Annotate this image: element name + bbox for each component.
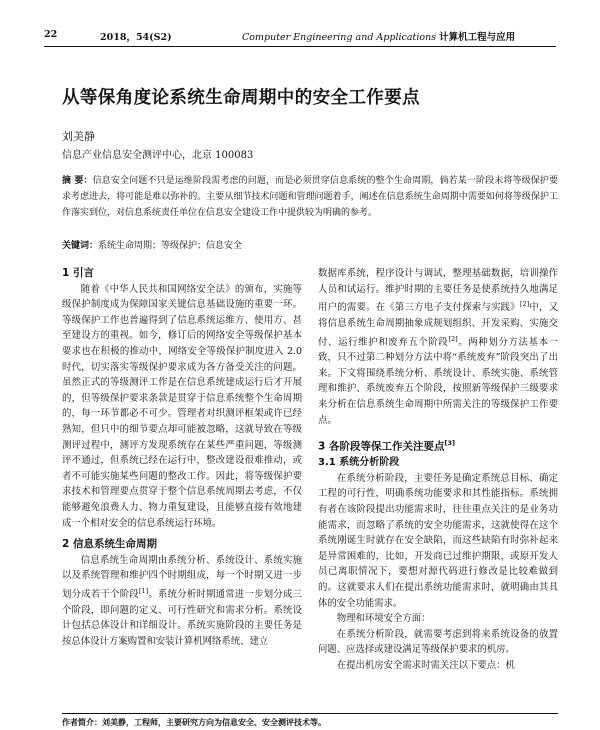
section-3-title: 3 各阶段等保工作关注要点 bbox=[318, 440, 445, 453]
journal-name bbox=[242, 29, 515, 43]
citation-3: [2] bbox=[448, 334, 458, 343]
running-header bbox=[44, 24, 556, 47]
left-column bbox=[62, 266, 302, 649]
abstract-label: 摘 要： bbox=[62, 176, 93, 186]
right-text-b: 中，又将信息系统生命周期抽象成规划组织、开发采购、实施交付、运行维护和废弃五个阶段 bbox=[318, 302, 558, 348]
section-2-paragraph bbox=[62, 553, 302, 650]
citation-section-3: [3] bbox=[444, 439, 455, 448]
right-paragraph-1 bbox=[318, 266, 558, 428]
keywords bbox=[62, 238, 242, 251]
section-1-heading: 1 引言 bbox=[62, 267, 94, 279]
keywords-label: 关键词： bbox=[62, 241, 99, 251]
abstract-text: 信息安全问题不只是运维阶段需考虑的问题，而是必须贯穿信息系统的整个生命周期，倘若某一阶段未将等级保护要求考虑进去，将可能是难以弥补的。主要从细节技术问题和管理问题着手，阐述在信息系统生命周期中需要如何将等级保护工作落实到位，对信息系统责任单位在信息安全建设工作中提供较为明确的参考。 bbox=[62, 176, 558, 218]
section-2-heading: 2 信息系统生命周期 bbox=[62, 538, 157, 551]
keywords-text: 系统生命周期；等级保护；信息安全 bbox=[98, 241, 243, 251]
section-3-1-heading: 3.1 系统分析阶段 bbox=[318, 457, 400, 469]
section-3-1-paragraph-3: 在系统分析阶段，就需要考虑到将来系统设备的放置问题、应选择或建设满足等级保护要求的机房。 bbox=[318, 628, 558, 656]
section-3-heading bbox=[318, 436, 558, 455]
right-text-a: 数据库系统，程序设计与调试，整理基础数据，培训操作人员和试运行。维护时期的主要任务是使系统持久地满足用户的需要。在《第三方电子支付探索与实践》 bbox=[318, 268, 558, 314]
section-2-text-b: 。系统分析时期通常进一步划分成三个阶段，即问题的定义、可行性研究和需求分析。系统设计包括总体设计和详细设计。系统实施阶段的主要任务是按总体设计方案购置和安装计算机网络系统、建立 bbox=[62, 589, 302, 647]
volume-info: 2018，54(S2) bbox=[100, 32, 172, 43]
section-3-1-paragraph-2: 物理和环境安全方面： bbox=[336, 613, 431, 625]
affiliation: 信息产业信息安全测评中心，北京 100083 bbox=[62, 150, 254, 161]
section-1-paragraph: 随着《中华人民共和国网络安全法》的颁布，实施等级保护制度成为保障国家关键信息基础设施的重要一环。等级保护工作也普遍得到了信息系统运维方、使用方、甚至建设方的重视。如今，修订后的网络安全等级保护基本要求也在积极的推动中，网络安全等级保护制度进入 2.0 时代，切实落实等级保护要求成为各方备受关注的问题。虽然正式的等级测评工作是在信息系统建成运行后才开展的，但等级保护要求条款是贯穿于信息系统整个生命周期的，每一环节都必不可少。管理者对织测评框架或许已经熟知，但只中的细节要点却可能被忽略，这就导致在等级测评过程中，测评方发现系统存在某些严重问题，等级测评不通过，但系统已经在运行中，整改建设很难推动，或者不可能实施某些问题的整改工作。因此，将等级保护要求技术和管理要点贯穿于整个信息系统周期去考虑，不仅能够避免浪费人力、物力重复建设，且能够直接有效地建成一个相对安全的信息系统运行环境。 bbox=[62, 283, 302, 529]
citation-1: [1] bbox=[138, 586, 149, 595]
author: 刘美静 bbox=[62, 130, 95, 143]
section-3-1-paragraph-1: 在系统分析阶段，主要任务是确定系统总目标、确定工程的可行性，明确系统功能要求和其性能指标。系统拥有者在该阶段提出功能需求时，往往重点关注的是业务功能需求，而忽略了系统的安全功能需求，这就使得在这个系统刚诞生时就存在安全缺陷，而这些缺陷有时弥补起来是异常困难的，比如，开发商已过维护期限，或原开发人员已离职情况下，要想对源代码进行修改是比较难做到的。这就要求人们在提出系统功能需求时，就明确由其具体的安全功能需求。 bbox=[318, 472, 558, 609]
paper-title: 从等保角度论系统生命周期中的安全工作要点 bbox=[62, 88, 420, 108]
footnote: 作者简介：刘美静，工程师，主要研究方向为信息安全、安全测评技术等。 bbox=[62, 713, 558, 728]
section-2-text-a: 信息系统生命周期由系统分析、系统设计、系统实施以及系统管理和维护四个时期组成，每一个时期又进一步划分成若干个阶段 bbox=[62, 554, 302, 600]
citation-2: [2] bbox=[519, 300, 530, 309]
abstract bbox=[62, 173, 558, 221]
right-column bbox=[318, 266, 558, 674]
journal-name-cn: 计算机工程与应用 bbox=[439, 32, 516, 43]
journal-name-en: Computer Engineering and Applications bbox=[242, 32, 437, 43]
page-number: 22 bbox=[44, 29, 58, 40]
section-3-1-paragraph-4: 在提出机房安全需求时需关注以下要点：机 bbox=[336, 660, 515, 671]
right-text-c: 。两种划分方法基本一致，只不过第二种划分方法中将“系统废弃”阶段突出了出来。下文将围绕系统分析、系统设计、系统实施、系统管理和维护、系统废弃五个阶段，按照新等级保护三级要求来分析在信息系统生命周期中所需关注的等级保护工作要点。 bbox=[318, 336, 558, 426]
